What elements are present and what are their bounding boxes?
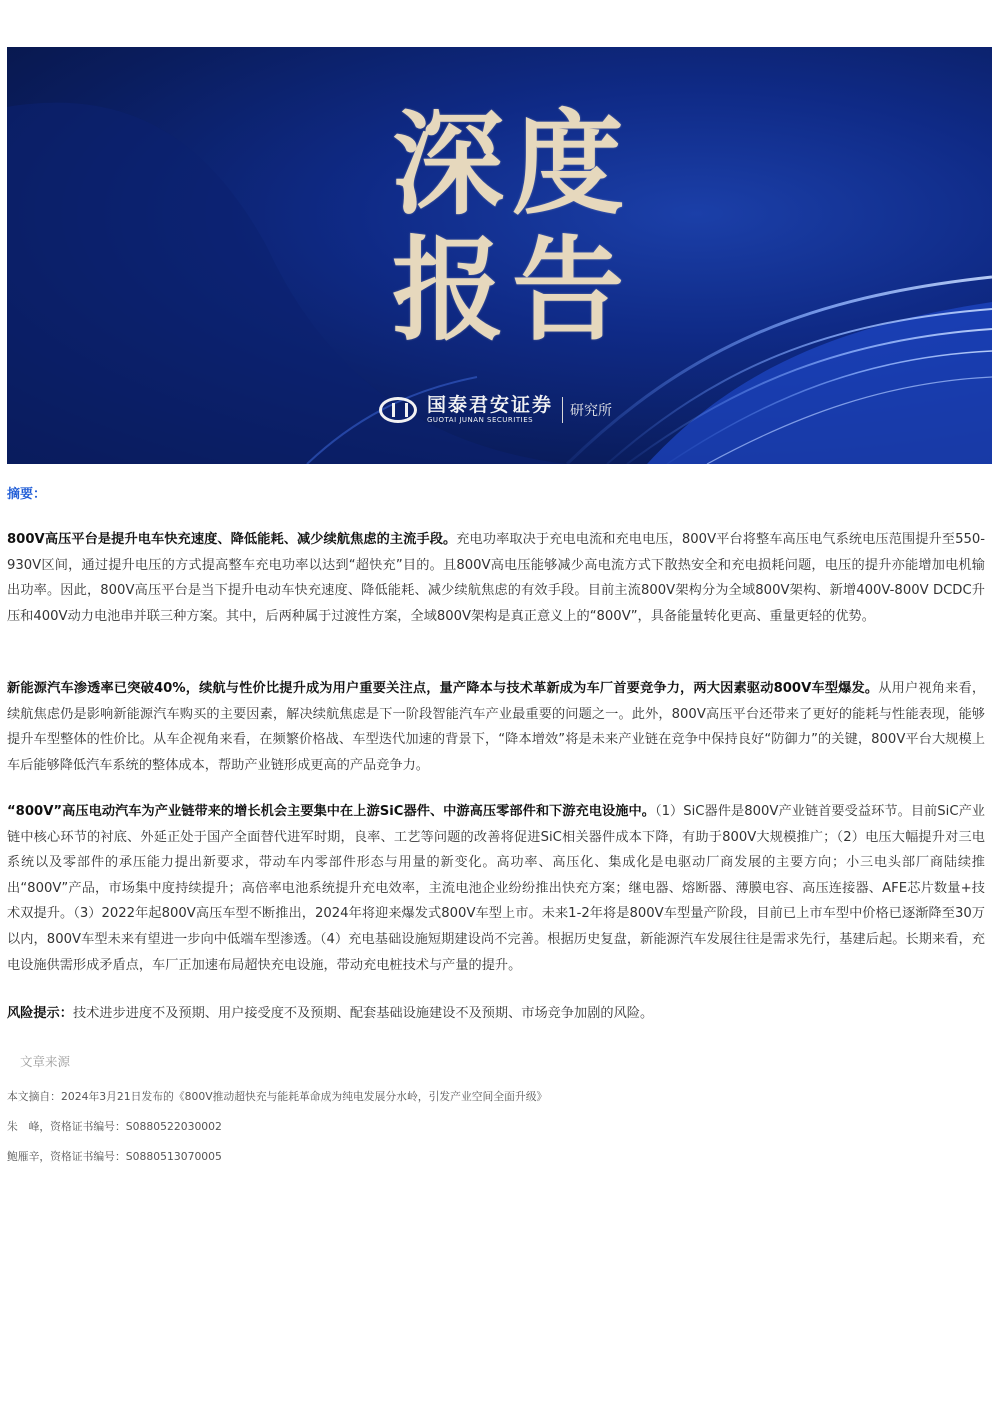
summary-paragraph-2 <box>7 676 985 778</box>
article-origin: 本文摘自：2024年3月21日发布的《800V推动超快充与能耗革命成为纯电发展分水岭，引发产业空间全面升级》 <box>7 1090 548 1103</box>
banner-title-line2: 报告 <box>392 225 632 356</box>
risk-warning-paragraph <box>7 1001 985 1027</box>
paragraph-body: 充电功率取决于充电电流和充电电压，800V平台将整车高压电气系统电压范围提升至550-930V区间，通过提升电压的方式提高整车充电功率以达到“超快充”目的。且800V高电压能够减少高电流方式下散热安全和充电损耗问题，电压的提升亦能增加电机输出功率。因此，800V高压平台是当下提升电动车快充速度、降低能耗、减少续航焦虑的有效手段。目前主流800V架构分为全域800V架构、新增400V-800V DCDC升压和400V动力电池串并联三种方案。其中，后两种属于过渡性方案，全域800V架构是真正意义上的“800V”，具备能量转化更高、重量更轻的优势。 <box>7 532 985 624</box>
logo-institute: 研究所 <box>570 403 613 419</box>
author-credential-2: 鲍雁辛，资格证书编号：S0880513070005 <box>7 1150 222 1163</box>
paragraph-lead: 800V高压平台是提升电车快充速度、降低能耗、减少续航焦虑的主流手段。 <box>7 532 457 547</box>
paragraph-body: 技术进步进度不及预期、用户接受度不及预期、配套基础设施建设不及预期、市场竞争加剧的风险。 <box>72 1006 654 1021</box>
guotai-junan-logo-icon <box>379 397 417 423</box>
author-credential-1: 朱 峰，资格证书编号：S0880522030002 <box>7 1120 222 1133</box>
paragraph-lead: 新能源汽车渗透率已突破40%，续航与性价比提升成为用户重要关注点，量产降本与技术革新成为车厂首要竞争力，两大因素驱动800V车型爆发。 <box>7 681 879 696</box>
paragraph-lead: “800V”高压电动汽车为产业链带来的增长机会主要集中在上游SiC器件、中游高压零部件和下游充电设施中。 <box>7 804 655 819</box>
summary-label: 摘要： <box>7 487 47 502</box>
paragraph-body: （1）SiC器件是800V产业链首要受益环节。目前SiC产业链中核心环节的衬底、外延正处于国产全面替代进军时期，良率、工艺等问题的改善将促进SiC相关器件成本下降，有助于800V大规模推广；（2）电压大幅提升对三电系统以及零部件的承压能力提出新要求，带动车内零部件形态与用量的新变化。高功率、高压化、集成化是电驱动厂商发展的主要方向；小三电头部厂商陆续推出“800V”产品，市场集中度持续提升；高倍率电池系统提升充电效率，主流电池企业纷纷推出快充方案；继电器、熔断器、薄膜电容、高压连接器、AFE芯片数量+技术双提升。（3）2022年起800V高压车型不断推出，2024年将迎来爆发式800V车型上市。未来1-2年将是800V车型量产阶段，目前已上市车型中价格已逐渐降至30万以内，800V车型未来有望进一步向中低端车型渗透。（4）充电基础设施短期建设尚不完善。根据历史复盘，新能源汽车发展往往是需求先行，基建后起。长期来看，充电设施供需形成矛盾点，车厂正加速布局超快充电设施，带动充电桩技术与产量的提升。 <box>7 804 985 973</box>
company-logo <box>379 392 612 428</box>
paragraph-body: 从用户视角来看，续航焦虑仍是影响新能源汽车购买的主要因素，解决续航焦虑是下一阶段智能汽车产业最重要的问题之一。此外，800V高压平台还带来了更好的能耗与性能表现，能够提升车型整体的性价比。从车企视角来看，在频繁价格战、车型迭代加速的背景下，“降本增效”将是未来产业链在竞争中保持良好“防御力”的关键，800V平台大规模上车后能够降低汽车系统的整体成本，帮助产业链形成更高的产品竞争力。 <box>7 681 986 773</box>
logo-name-en: GUOTAI JUNAN SECURITIES <box>427 416 534 424</box>
logo-name-cn: 国泰君安证券 <box>427 394 554 416</box>
paragraph-lead: 风险提示： <box>7 1006 73 1021</box>
article-source-label: 文章来源 <box>20 1054 71 1069</box>
summary-paragraph-1 <box>7 527 985 629</box>
report-banner <box>7 47 992 464</box>
logo-divider <box>562 397 563 423</box>
summary-paragraph-3 <box>7 799 985 978</box>
banner-title-line1: 深度 <box>392 99 632 230</box>
